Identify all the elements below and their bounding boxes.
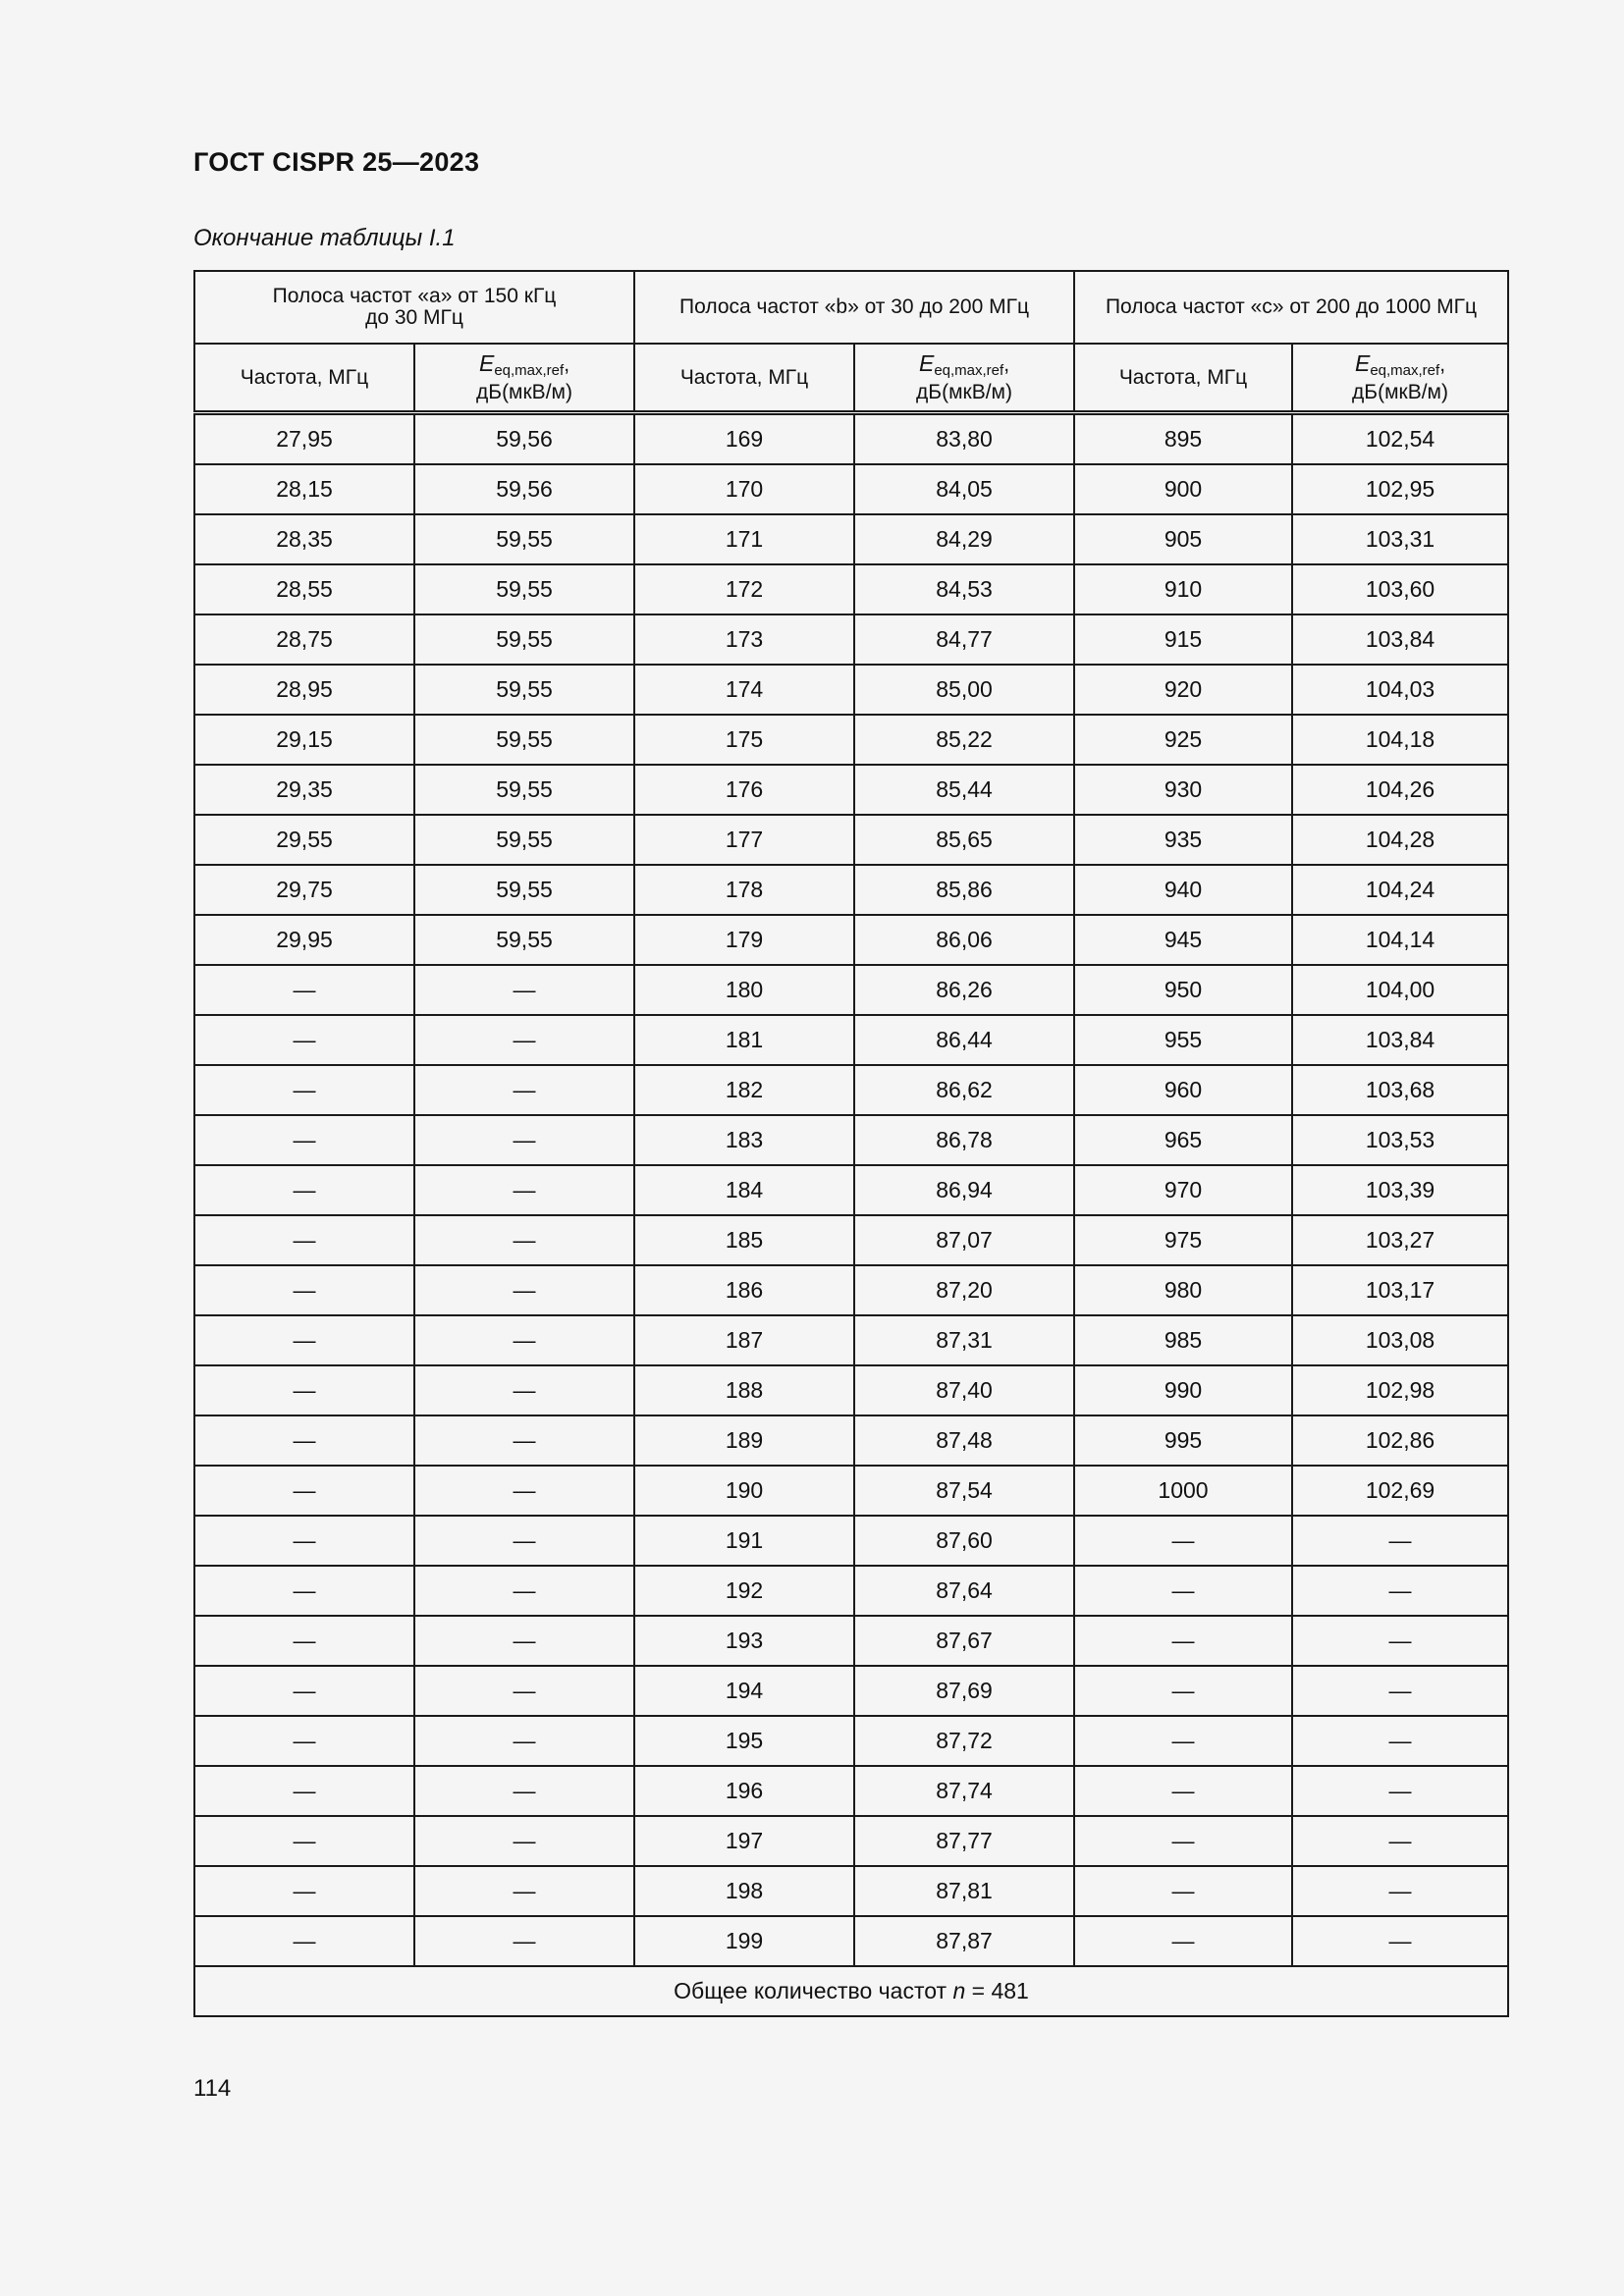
table-row (194, 1516, 1508, 1566)
table-cell: 190 (634, 1466, 854, 1516)
table-cell: 104,03 (1292, 665, 1508, 715)
table-cell: — (414, 1566, 634, 1616)
table-row (194, 1065, 1508, 1115)
table-cell: 196 (634, 1766, 854, 1816)
table-cell: 86,78 (854, 1115, 1074, 1165)
table-cell: 169 (634, 413, 854, 465)
table-cell: — (1292, 1716, 1508, 1766)
table-cell: 103,39 (1292, 1165, 1508, 1215)
table-cell: 940 (1074, 865, 1292, 915)
table-cell: — (194, 1265, 414, 1315)
table-cell: 59,56 (414, 464, 634, 514)
table-cell: — (194, 1716, 414, 1766)
table-cell: — (414, 965, 634, 1015)
table-cell: 199 (634, 1916, 854, 1966)
table-cell: 102,98 (1292, 1365, 1508, 1415)
table-cell: — (194, 1065, 414, 1115)
e-symbol: E (1354, 349, 1371, 376)
table-cell: 87,20 (854, 1265, 1074, 1315)
table-cell: — (1074, 1766, 1292, 1816)
table-cell: 194 (634, 1666, 854, 1716)
table-cell: 178 (634, 865, 854, 915)
table-cell: 102,54 (1292, 413, 1508, 465)
table-cell: — (194, 965, 414, 1015)
table-cell: — (1292, 1866, 1508, 1916)
table-cell: 87,72 (854, 1716, 1074, 1766)
page-number: 114 (193, 2075, 232, 2102)
table-cell: 27,95 (194, 413, 414, 465)
table-body (194, 413, 1508, 2017)
band-a-header (194, 271, 634, 344)
table-cell: — (194, 1466, 414, 1516)
table-row (194, 1566, 1508, 1616)
table-cell: 29,95 (194, 915, 414, 965)
table-cell: 87,07 (854, 1215, 1074, 1265)
table-cell: 176 (634, 765, 854, 815)
table-cell: 195 (634, 1716, 854, 1766)
table-cell: 895 (1074, 413, 1292, 465)
table-cell: — (414, 1115, 634, 1165)
table-cell: 960 (1074, 1065, 1292, 1115)
table-cell: 103,31 (1292, 514, 1508, 564)
table-cell: 87,87 (854, 1916, 1074, 1966)
table-cell: 59,55 (414, 865, 634, 915)
table-cell: 59,55 (414, 614, 634, 665)
table-cell: — (194, 1766, 414, 1816)
table-cell: 995 (1074, 1415, 1292, 1466)
table-cell: 910 (1074, 564, 1292, 614)
table-cell: 83,80 (854, 413, 1074, 465)
table-cell: — (1074, 1666, 1292, 1716)
table-cell: 28,95 (194, 665, 414, 715)
total-row (194, 1966, 1508, 2016)
table-cell: 104,24 (1292, 865, 1508, 915)
table-cell: 86,06 (854, 915, 1074, 965)
table-row (194, 1916, 1508, 1966)
table-cell: 184 (634, 1165, 854, 1215)
table-cell: 174 (634, 665, 854, 715)
field-strength-column-header (1292, 344, 1508, 413)
band-a-line2: до 30 МГц (365, 306, 463, 329)
table-cell: — (194, 1415, 414, 1466)
table-row (194, 1365, 1508, 1415)
e-subscript: eq,max,ref (1370, 361, 1440, 379)
table-cell: — (194, 1916, 414, 1966)
table-cell: 87,64 (854, 1566, 1074, 1616)
table-cell: — (414, 1866, 634, 1916)
table-cell: 175 (634, 715, 854, 765)
table-cell: 28,75 (194, 614, 414, 665)
table-cell: 103,27 (1292, 1215, 1508, 1265)
table-cell: — (194, 1566, 414, 1616)
table-cell: 85,22 (854, 715, 1074, 765)
table-cell: 189 (634, 1415, 854, 1466)
table-cell: 920 (1074, 665, 1292, 715)
table-cell: 990 (1074, 1365, 1292, 1415)
table-cell: 84,05 (854, 464, 1074, 514)
table-row (194, 1165, 1508, 1215)
table-row (194, 614, 1508, 665)
table-cell: — (194, 1666, 414, 1716)
table-row (194, 1015, 1508, 1065)
table-cell: — (414, 1215, 634, 1265)
table-cell: 103,53 (1292, 1115, 1508, 1165)
table-cell: 87,31 (854, 1315, 1074, 1365)
table-cell: — (414, 1165, 634, 1215)
table-cell: — (414, 1716, 634, 1766)
table-cell: 1000 (1074, 1466, 1292, 1516)
table-cell: 104,00 (1292, 965, 1508, 1015)
table-cell: — (414, 1766, 634, 1816)
table-cell: 59,55 (414, 715, 634, 765)
table-cell: 87,48 (854, 1415, 1074, 1466)
table-cell: 198 (634, 1866, 854, 1916)
table-row (194, 1666, 1508, 1716)
table-row (194, 1816, 1508, 1866)
table-row (194, 564, 1508, 614)
table-cell: 59,55 (414, 765, 634, 815)
table-cell: — (1074, 1616, 1292, 1666)
table-cell: 181 (634, 1015, 854, 1065)
e-unit: дБ(мкВ/м) (916, 380, 1012, 403)
table-cell: 970 (1074, 1165, 1292, 1215)
table-cell: 104,26 (1292, 765, 1508, 815)
table-cell: 183 (634, 1115, 854, 1165)
table-cell: 87,60 (854, 1516, 1074, 1566)
table-cell: — (1074, 1866, 1292, 1916)
table-cell: — (1074, 1916, 1292, 1966)
freq-column-header: Частота, МГц (194, 344, 414, 413)
table-cell: 29,55 (194, 815, 414, 865)
table-cell: 28,55 (194, 564, 414, 614)
table-cell: 177 (634, 815, 854, 865)
table-cell: 87,40 (854, 1365, 1074, 1415)
e-symbol: E (918, 349, 935, 376)
table-cell: 87,54 (854, 1466, 1074, 1516)
table-cell: 59,56 (414, 413, 634, 465)
table-cell: 172 (634, 564, 854, 614)
table-cell: 84,29 (854, 514, 1074, 564)
table-cell: — (1292, 1916, 1508, 1966)
total-suffix: = 481 (965, 1978, 1029, 2003)
table-cell: 59,55 (414, 665, 634, 715)
table-cell: 188 (634, 1365, 854, 1415)
table-cell: 104,14 (1292, 915, 1508, 965)
table-cell: — (1292, 1666, 1508, 1716)
table-row (194, 514, 1508, 564)
table-row (194, 915, 1508, 965)
table-cell: 965 (1074, 1115, 1292, 1165)
table-cell: 197 (634, 1816, 854, 1866)
table-cell: 925 (1074, 715, 1292, 765)
table-cell: — (1292, 1616, 1508, 1666)
table-cell: 975 (1074, 1215, 1292, 1265)
table-cell: — (414, 1065, 634, 1115)
table-cell: 85,44 (854, 765, 1074, 815)
table-cell: 103,84 (1292, 614, 1508, 665)
table-row (194, 1616, 1508, 1666)
table-cell: 985 (1074, 1315, 1292, 1365)
table-cell: — (1292, 1766, 1508, 1816)
table-cell: 86,26 (854, 965, 1074, 1015)
table-cell: 191 (634, 1516, 854, 1566)
table-cell: — (1074, 1516, 1292, 1566)
table-cell: — (414, 1415, 634, 1466)
frequency-table-container (193, 270, 1507, 2017)
table-row (194, 815, 1508, 865)
freq-column-header: Частота, МГц (634, 344, 854, 413)
table-cell: 28,35 (194, 514, 414, 564)
table-cell: — (414, 1265, 634, 1315)
table-row (194, 413, 1508, 465)
band-c-header (1074, 271, 1508, 344)
table-cell: 103,60 (1292, 564, 1508, 614)
table-cell: 85,86 (854, 865, 1074, 915)
table-row (194, 1315, 1508, 1365)
total-prefix: Общее количество частот (674, 1978, 953, 2003)
table-cell: — (194, 1365, 414, 1415)
table-row (194, 464, 1508, 514)
e-unit: дБ(мкВ/м) (1352, 380, 1448, 403)
e-symbol: E (478, 349, 495, 376)
table-row (194, 1115, 1508, 1165)
table-cell: — (1074, 1716, 1292, 1766)
table-cell: 102,69 (1292, 1466, 1508, 1516)
table-row (194, 1265, 1508, 1315)
frequency-table (193, 270, 1509, 2017)
table-cell: 900 (1074, 464, 1292, 514)
table-cell: — (1292, 1816, 1508, 1866)
table-cell: 980 (1074, 1265, 1292, 1315)
table-cell: — (414, 1015, 634, 1065)
field-strength-column-header (414, 344, 634, 413)
table-cell: — (414, 1616, 634, 1666)
table-cell: 84,53 (854, 564, 1074, 614)
table-cell: 905 (1074, 514, 1292, 564)
table-cell: — (194, 1115, 414, 1165)
e-unit: дБ(мкВ/м) (476, 380, 572, 403)
table-row (194, 1866, 1508, 1916)
table-cell: 950 (1074, 965, 1292, 1015)
table-cell: 182 (634, 1065, 854, 1115)
table-cell: 102,95 (1292, 464, 1508, 514)
band-b-line1: Полоса частот «b» от 30 до 200 МГц (679, 295, 1029, 318)
table-cell: 187 (634, 1315, 854, 1365)
table-cell: 28,15 (194, 464, 414, 514)
subheader-row (194, 344, 1508, 413)
table-cell: 103,84 (1292, 1015, 1508, 1065)
e-comma: , (1003, 352, 1010, 376)
table-cell: 104,18 (1292, 715, 1508, 765)
table-cell: 86,62 (854, 1065, 1074, 1115)
table-row (194, 1716, 1508, 1766)
table-cell: — (194, 1315, 414, 1365)
table-row (194, 865, 1508, 915)
table-cell: — (194, 1866, 414, 1916)
table-cell: — (414, 1315, 634, 1365)
table-cell: 29,15 (194, 715, 414, 765)
table-cell: 955 (1074, 1015, 1292, 1065)
table-cell: 930 (1074, 765, 1292, 815)
band-header-row (194, 271, 1508, 344)
table-cell: — (1292, 1516, 1508, 1566)
table-cell: 173 (634, 614, 854, 665)
table-row (194, 715, 1508, 765)
table-cell: 104,28 (1292, 815, 1508, 865)
table-cell: 171 (634, 514, 854, 564)
table-cell: 185 (634, 1215, 854, 1265)
table-cell: 170 (634, 464, 854, 514)
table-row (194, 665, 1508, 715)
table-cell: — (194, 1165, 414, 1215)
table-cell: 186 (634, 1265, 854, 1315)
table-cell: 86,44 (854, 1015, 1074, 1065)
table-row (194, 1415, 1508, 1466)
table-cell: 103,68 (1292, 1065, 1508, 1115)
table-cell: 87,77 (854, 1816, 1074, 1866)
band-b-header (634, 271, 1074, 344)
e-comma: , (1439, 352, 1446, 376)
table-cell: 915 (1074, 614, 1292, 665)
table-cell: — (194, 1015, 414, 1065)
table-cell: 86,94 (854, 1165, 1074, 1215)
freq-column-header: Частота, МГц (1074, 344, 1292, 413)
table-row (194, 1766, 1508, 1816)
table-cell: 59,55 (414, 915, 634, 965)
table-cell: 85,65 (854, 815, 1074, 865)
total-frequencies-cell (194, 1966, 1508, 2016)
table-cell: 180 (634, 965, 854, 1015)
table-cell: 935 (1074, 815, 1292, 865)
table-cell: 103,08 (1292, 1315, 1508, 1365)
table-cell: 192 (634, 1566, 854, 1616)
table-cell: 103,17 (1292, 1265, 1508, 1315)
document-title: ГОСТ CISPR 25—2023 (193, 147, 480, 177)
table-caption: Окончание таблицы I.1 (193, 225, 456, 251)
table-cell: 29,75 (194, 865, 414, 915)
table-cell: — (194, 1516, 414, 1566)
e-comma: , (564, 352, 570, 376)
table-cell: 29,35 (194, 765, 414, 815)
table-row (194, 1466, 1508, 1516)
table-cell: 59,55 (414, 564, 634, 614)
table-cell: 179 (634, 915, 854, 965)
table-cell: — (194, 1215, 414, 1265)
table-cell: 945 (1074, 915, 1292, 965)
table-cell: — (194, 1616, 414, 1666)
table-cell: 87,69 (854, 1666, 1074, 1716)
table-cell: 59,55 (414, 514, 634, 564)
table-cell: — (414, 1466, 634, 1516)
table-cell: — (414, 1816, 634, 1866)
e-subscript: eq,max,ref (494, 361, 565, 379)
table-cell: — (1074, 1816, 1292, 1866)
table-cell: — (414, 1365, 634, 1415)
total-variable: n (952, 1978, 966, 2003)
table-row (194, 765, 1508, 815)
table-row (194, 1215, 1508, 1265)
table-cell: — (1074, 1566, 1292, 1616)
table-cell: 193 (634, 1616, 854, 1666)
table-cell: — (194, 1816, 414, 1866)
field-strength-column-header (854, 344, 1074, 413)
table-cell: 87,67 (854, 1616, 1074, 1666)
table-cell: — (414, 1916, 634, 1966)
band-a-line1: Полоса частот «a» от 150 кГц (272, 285, 557, 307)
table-cell: 59,55 (414, 815, 634, 865)
table-cell: 87,81 (854, 1866, 1074, 1916)
table-row (194, 965, 1508, 1015)
table-cell: — (414, 1516, 634, 1566)
table-cell: 84,77 (854, 614, 1074, 665)
e-subscript: eq,max,ref (934, 361, 1004, 379)
band-c-line1: Полоса частот «c» от 200 до 1000 МГц (1105, 295, 1478, 318)
table-cell: 87,74 (854, 1766, 1074, 1816)
table-cell: 85,00 (854, 665, 1074, 715)
table-cell: 102,86 (1292, 1415, 1508, 1466)
table-cell: — (414, 1666, 634, 1716)
table-cell: — (1292, 1566, 1508, 1616)
